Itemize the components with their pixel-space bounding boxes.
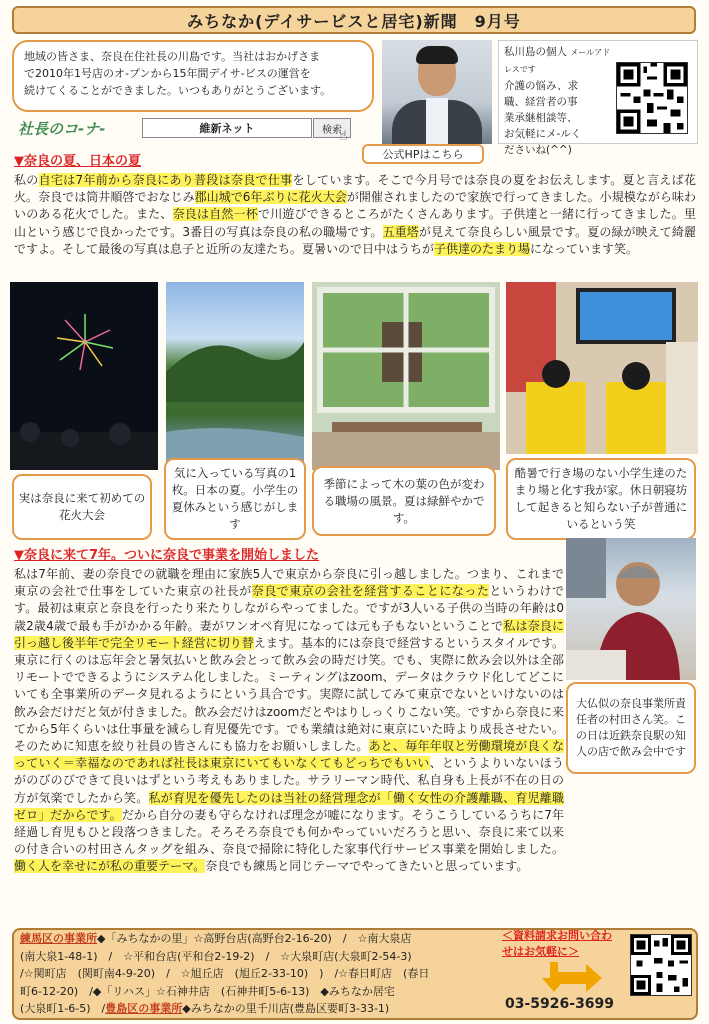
body-text: 奈良でも練馬と同じテーマでやってきたいと思っています。	[205, 859, 529, 874]
office-window-photo	[312, 282, 500, 470]
caption-fireworks: 実は奈良に来て初めての花火大会	[12, 474, 152, 540]
highlighted-text: 奈良は自然一杯	[172, 207, 258, 222]
footer-line: (南大泉1-48-1) / ☆平和台店(平和台2-19-2) / ☆大泉町店(大泉町2-54-3)	[20, 949, 412, 963]
cursor-icon: ☝	[339, 128, 348, 144]
body-text: で川遊びできるところがたくさんあります。子供達と一緒に行ってきました。里山という感じで良かったです。3番目の写真は奈良の私の職場です。	[14, 207, 696, 239]
section1-heading: ▼奈良の夏、日本の夏	[14, 154, 141, 169]
body-text: 私の	[14, 173, 39, 187]
mail-line: お気軽にメ-ルく	[504, 128, 582, 140]
toshima-text: ◆みちなかの里千川店(豊島区要町3-33-1)	[182, 1002, 390, 1016]
mail-line: ださいね(^^)	[504, 144, 572, 156]
section2-heading: ▼奈良に来て7年。ついに奈良で事業を開始しました	[14, 548, 320, 563]
mail-line: 業承継相談等、	[504, 112, 578, 124]
mail-line: 職、経営者の事	[504, 96, 578, 108]
highlighted-text: 私は奈良に引っ越し後半年で完全リモート経営に切り替	[14, 618, 564, 650]
nerima-label: 練馬区の事業所	[20, 932, 97, 945]
footer-line: ◆「みちなかの里」☆高野台店(高野台2-16-20) / ☆南大泉店	[97, 932, 412, 945]
newsletter-title	[12, 6, 696, 34]
fireworks-photo	[10, 282, 158, 470]
highlighted-text: 奈良で東京の会社を経営することになった	[251, 584, 490, 599]
mail-line: 介護の悩み、求	[504, 80, 579, 92]
caption-office: 季節によって木の葉の色が変わる職場の風景。夏は緑鮮やかです。	[312, 466, 496, 536]
arrow-right-icon	[540, 962, 610, 996]
body-text: をしています。そこで今月号では奈良の夏をお伝えします。夏と言えば花火。奈良では筒井順啓でおなじみ	[14, 173, 696, 205]
highlighted-text: 私が育児を優先したのは当社の経営理念が「働く女性の介護離職、育児離職ゼロ」だからです。	[14, 790, 564, 822]
toshima-label: 豊島区の事業所	[105, 1002, 183, 1016]
greeting-line: で2010年1号店のオ-プンから15年間デイサ-ビスの運営を	[24, 67, 311, 80]
mail-line-small: メールアドレスです	[504, 48, 611, 74]
highlighted-text: 五重塔	[382, 224, 419, 239]
highlighted-text: 働く人を幸せにが私の重要テーマ。	[14, 859, 206, 874]
contact-cta[interactable]: ＜資料請求お問い合わせはお気軽に＞	[502, 929, 612, 958]
body-text: だから自分の妻も守らなければ理念が嘘になります。そうこうしているうちに7年経過し育児もひと段落つきました。そろそろ奈良でも何かやっていいだろうと思い、奈良に来て以来の付き合いの村田さんタッグを組み、奈良で掃除に特化した家事代行サービス事業を開始しました。	[14, 807, 565, 857]
caption-river: 気に入っている写真の1枚。日本の夏。小学生の夏休みという感じがします	[164, 458, 306, 540]
body-text: が開催されましたので家族で行ってきました。小規模ながら味わいのある花火でした。また、	[14, 190, 696, 222]
highlighted-text: 子供達のたまり場	[434, 241, 531, 256]
river-photo	[166, 282, 304, 470]
body-text: 私は7年前、妻の奈良での就職を理由に家族5人で東京から奈良に引っ越しました。つまり、これまで東京の会社で仕事をしていた東京の社長が	[14, 567, 564, 599]
body-text: 、というよりいないほうがのびのびできて良いはずという考えもありました。サラリーマン時代、私自身も上長が不在の日の方が気楽でしたから笑。	[14, 756, 564, 805]
greeting-line: 続けてくることができました。いつもありがとうございます。	[24, 84, 332, 97]
footer-line: 町6-12-20) /◆「リハス」☆石神井店 (石神井町5-6-13) ◆みちなか居宅	[20, 984, 395, 998]
murata-photo	[566, 538, 696, 680]
body-text: えます。基本的には奈良で経営するというスタイルです。東京に行くのは忘年会と暑気払いと飲み会とって飲み会の時だけ笑。でも、実際に飲み会以外は全部リモートでできるようにシステム化しました。ミーティングはzoom、データはクラウド化してどこにいても全事業所のデータ見れるようにという具合です。実際に試してみて東京でないといけないのは飲み会だけだと気が付きました。飲み会だけはzoomだとやはりしっくりこない笑。ですから奈良に来てから5年くらいは仕事量を減らし育児優先です。でも業績は絶対に東京にいた時より成長させたい。そのために知恵を絞り社員の皆さんにも協力をお願いしました。	[14, 635, 565, 754]
highlighted-text: 自宅は7年前から奈良にあり普段は奈良で仕事	[38, 173, 293, 187]
president-photo	[382, 40, 492, 144]
caption-murata: 大仏似の奈良事業所責任者の村田さん笑。この日は近鉄奈良駅の知人の店で飲み会中です	[566, 682, 696, 774]
highlighted-text: あと、毎年年収と労働環境が良くなっていく＝幸福なのであれば社長は東京にいてもいなくてもどっちでもいい	[14, 739, 564, 771]
caption-kids: 酷暑で行き場のない小学生達のたまり場と化す我が家。休日朝寝坊して起きると知らない子が普通にいるという笑	[506, 458, 696, 540]
president-corner-title: 社長のコ-ナ-	[18, 120, 106, 138]
body-text: が見えて奈良らしい風景です。夏の緑が映えて綺麗ですよ。そして最後の写真は息子と近所の友達たち。夏暑いので日中はうちが	[14, 224, 696, 256]
search-input[interactable]: 維新ネット	[142, 118, 312, 138]
greeting-line: 地域の皆さま、奈良在住社長の川島です。当社はおかげさま	[24, 50, 321, 63]
body-text: になっています笑。	[530, 241, 639, 256]
footer-line: (大泉町1-6-5) /	[20, 1002, 106, 1016]
section1-paragraph	[14, 172, 696, 258]
qr-code-icon[interactable]	[616, 62, 688, 134]
greeting-bubble	[12, 40, 374, 112]
footer-qr-code-icon[interactable]	[630, 934, 692, 996]
section2-paragraph	[14, 566, 564, 876]
phone-number[interactable]: 03-5926-3699	[505, 996, 615, 1012]
search-button[interactable]: 検索	[313, 118, 351, 138]
body-text: というわけです。最初は東京と奈良を行ったり来たりしながらやってました。ですが3人いる子供の当時の年齢は0歳2歳4歳で最も手がかかる年齢。妻がワンオペ育児になっては元も子もないということで	[14, 584, 564, 633]
kids-gaming-photo	[506, 282, 698, 454]
mail-line: 私川島の個人	[504, 46, 567, 58]
official-hp-link[interactable]: 公式HPはこちら	[362, 144, 484, 164]
newsletter-title-text: みちなか(デイサービスと居宅)新聞 9月号	[187, 11, 521, 31]
highlighted-text: 郡山城で6年ぶりに花火大会	[194, 190, 347, 205]
mail-text	[504, 44, 616, 158]
footer-line: /☆関町店 (関町南4-9-20) / ☆旭丘店 (旭丘2-33-10) ) /☆春日町店 (春日	[20, 967, 430, 981]
